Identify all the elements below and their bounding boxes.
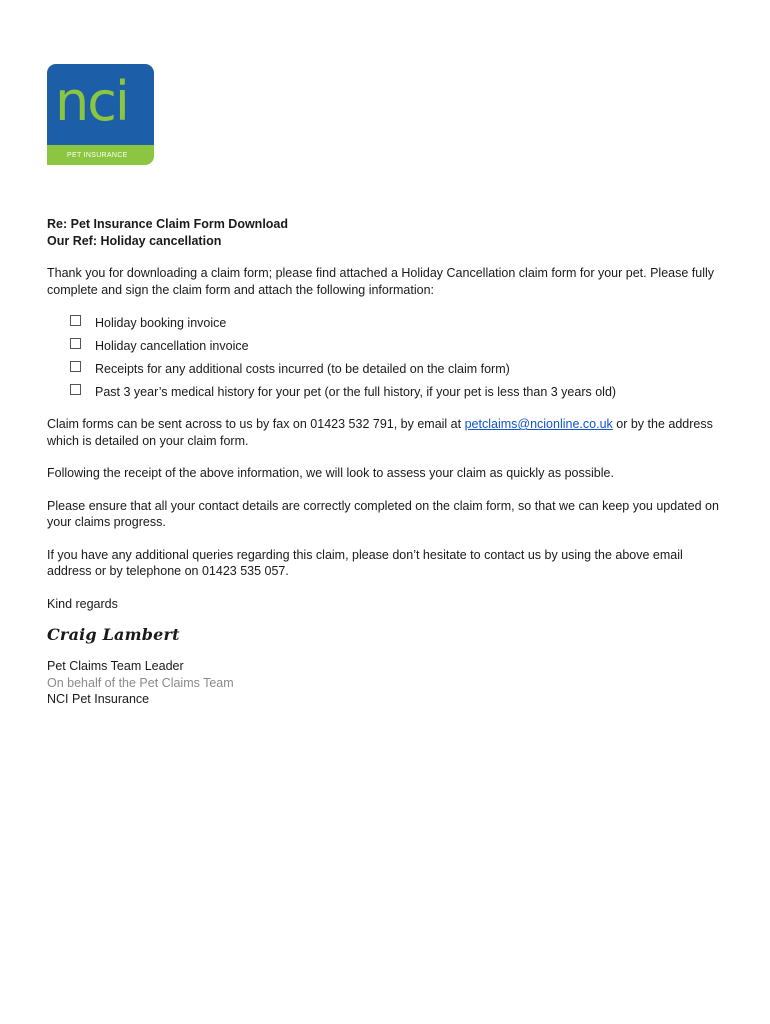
list-item: [70, 335, 727, 358]
signature: Craig Lambert: [47, 625, 180, 644]
checkbox[interactable]: [70, 384, 81, 395]
checkbox[interactable]: [70, 361, 81, 372]
assessment-paragraph: Following the receipt of the above information, we will look to assess your claim as quickly as possible.: [47, 466, 614, 480]
checkbox[interactable]: [70, 315, 81, 326]
logo-subtitle: PET INSURANCE: [67, 152, 128, 159]
signatory-title: Pet Claims Team Leader: [47, 659, 184, 673]
claims-text-after: or by the address which is detailed on your claim form.: [47, 417, 713, 448]
list-item-label: Holiday booking invoice: [95, 316, 227, 331]
list-item: [70, 358, 727, 381]
email-link[interactable]: petclaims@ncionline.co.uk: [464, 417, 613, 431]
signatory-behalf: On behalf of the Pet Claims Team: [47, 675, 234, 690]
contact-details-paragraph: Please ensure that all your contact details are correctly completed on the claim form, so that we can keep you updated on your claims progress.: [47, 498, 719, 529]
list-item: [70, 312, 727, 335]
logo-top-panel: [47, 64, 154, 145]
signature-block: [47, 658, 727, 708]
logo-bottom-band: [47, 145, 154, 165]
closing-line: Kind regards: [47, 596, 118, 611]
list-item-label: Receipts for any additional costs incurred (to be detailed on the claim form): [95, 362, 510, 377]
list-item-label: Past 3 year’s medical history for your pet (or the full history, if your pet is less than 3 years old): [95, 385, 617, 400]
claims-paragraph: [47, 416, 727, 449]
queries-paragraph: If you have any additional queries regarding this claim, please don’t hesitate to contact us by using the above email address or by telephone on 01423 535 057.: [47, 547, 683, 578]
claims-text-before: Claim forms can be sent across to us by fax on 01423 532 791, by email at: [47, 417, 465, 431]
subject-line: Re: Pet Insurance Claim Form Download: [47, 217, 289, 231]
reference-line: Our Ref: Holiday cancellation: [47, 233, 222, 248]
list-item-label: Holiday cancellation invoice: [95, 339, 249, 354]
signatory-company: NCI Pet Insurance: [47, 692, 150, 706]
company-logo: [47, 64, 154, 165]
logo-wordmark: nci: [55, 70, 128, 133]
required-documents-list: [47, 312, 727, 404]
checkbox[interactable]: [70, 338, 81, 349]
letter-body: [47, 216, 727, 708]
list-item: [70, 381, 727, 404]
intro-paragraph: Thank you for downloading a claim form; please find attached a Holiday Cancellation claim form for your pet. Please fully complete and sign the claim form and attach the following information:: [47, 266, 715, 297]
